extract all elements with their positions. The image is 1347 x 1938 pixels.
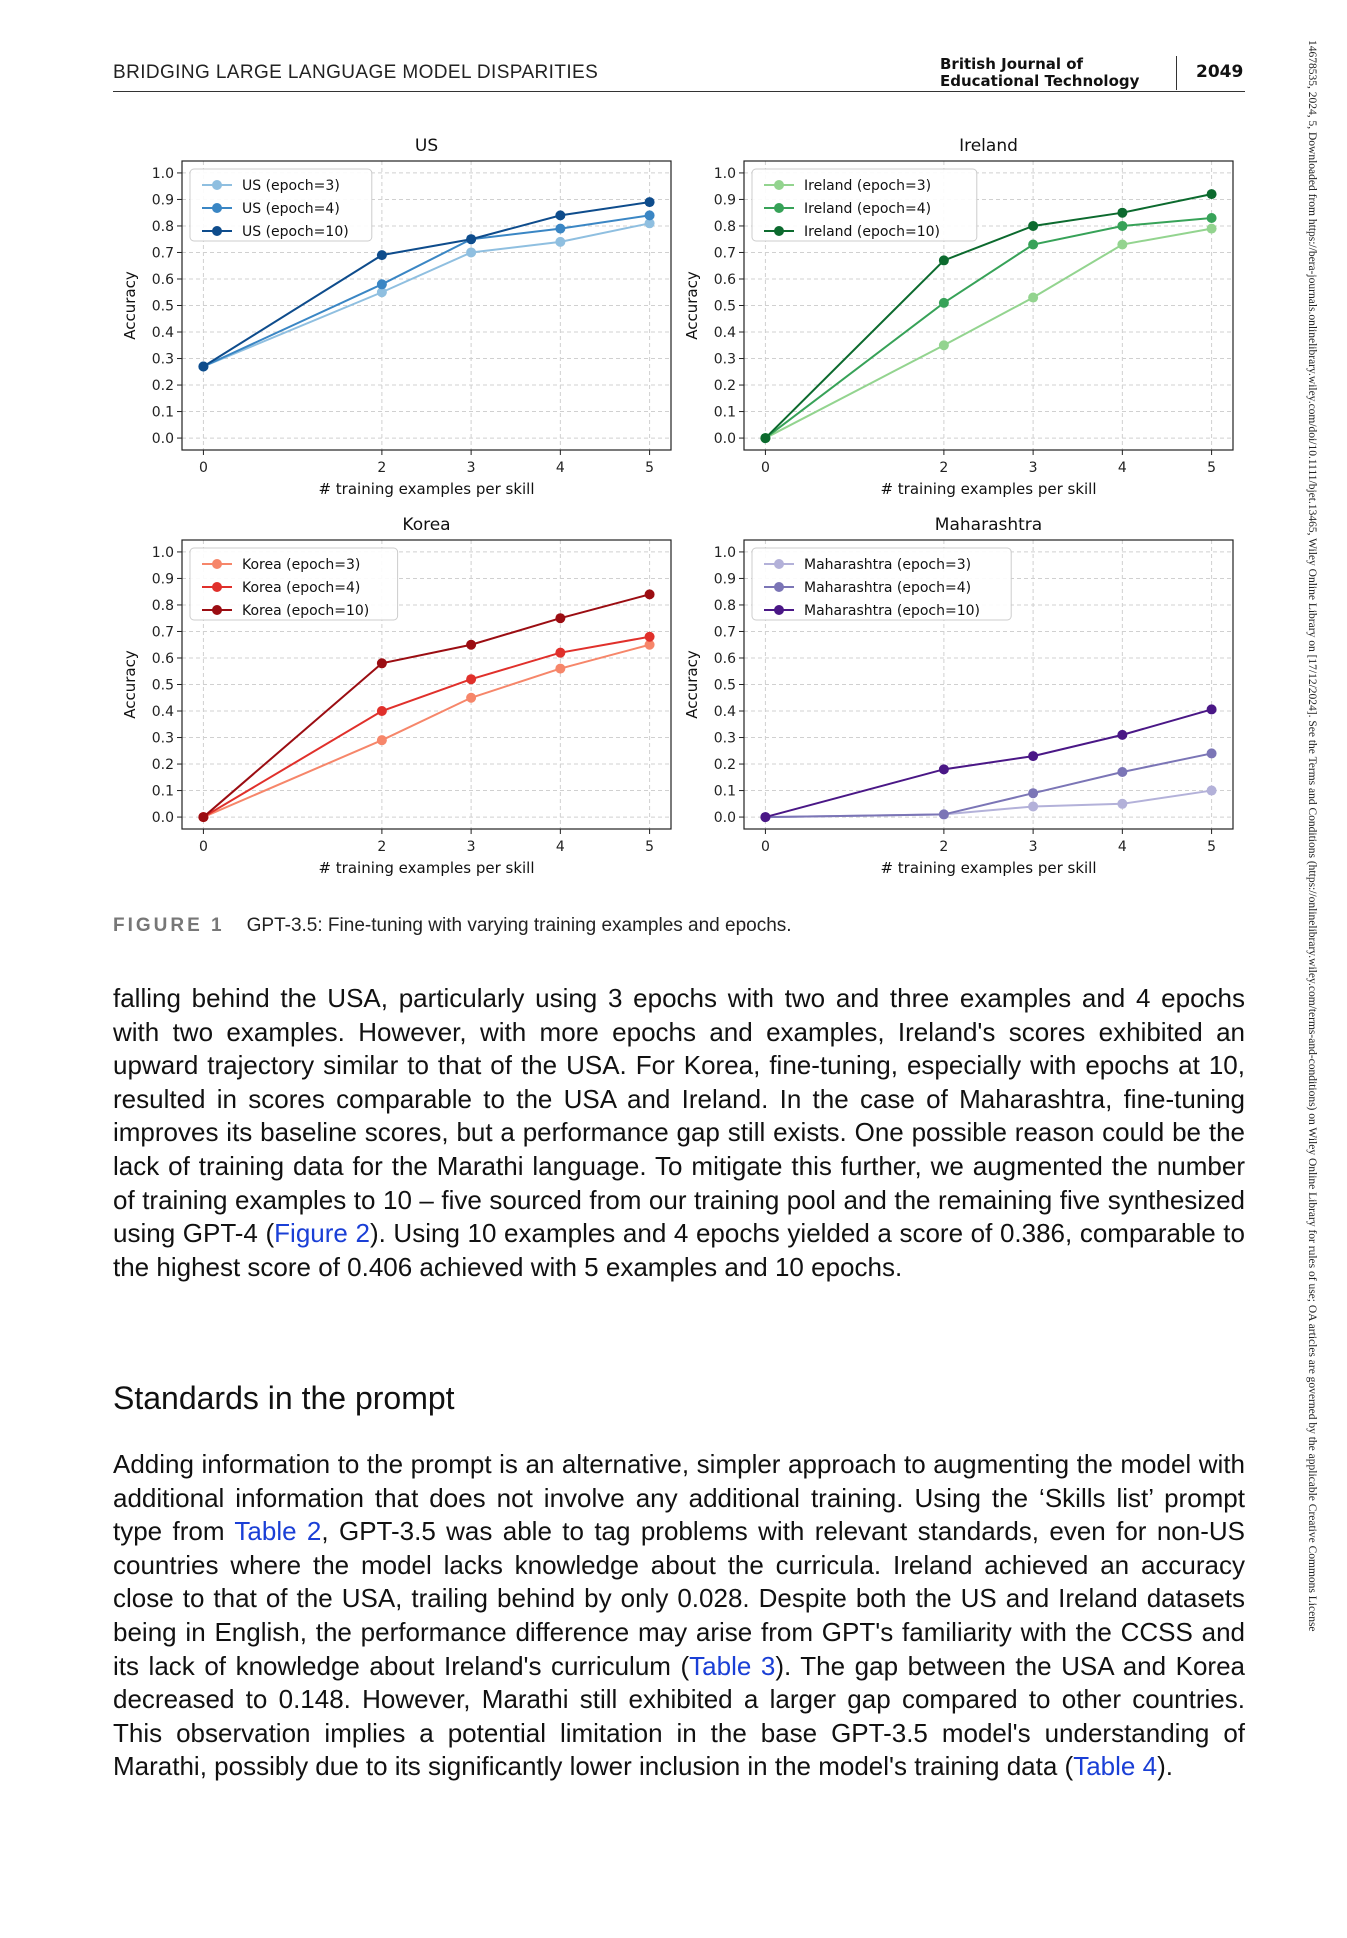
chart-us	[121, 136, 671, 498]
data-point	[377, 658, 387, 668]
chart-maharashtra	[683, 515, 1233, 877]
y-tick-label: 0.6	[151, 271, 174, 288]
legend-swatch-marker	[774, 559, 784, 569]
y-tick-label: 0.7	[713, 245, 736, 262]
y-tick-label: 0.9	[713, 192, 736, 209]
data-point	[1028, 293, 1038, 303]
y-axis-label: Accuracy	[121, 650, 139, 719]
y-tick-label: 0.4	[151, 325, 174, 342]
series-line	[765, 229, 1211, 438]
legend-label: Maharashtra (epoch=3)	[804, 557, 972, 573]
y-tick-label: 0.4	[151, 704, 174, 721]
paragraph-text: ). Using 10 examples and 4 epochs yielded a score of 0.386, comparable to the highest score of 0.406 achieved with 5 examples and 10 epochs.	[113, 1218, 1245, 1282]
y-tick-label: 0.2	[151, 757, 174, 774]
figure-caption-text: GPT-3.5: Fine-tuning with varying training examples and epochs.	[246, 915, 792, 936]
data-point	[555, 664, 565, 674]
data-point	[377, 706, 387, 716]
data-point	[1207, 786, 1217, 796]
y-tick-label: 0.0	[713, 431, 736, 448]
data-point	[645, 632, 655, 642]
y-axis-label: Accuracy	[683, 271, 701, 340]
x-tick-label: 4	[1117, 460, 1127, 476]
y-tick-label: 0.4	[713, 325, 736, 342]
data-point	[1028, 240, 1038, 250]
legend-swatch-marker	[774, 582, 784, 592]
legend-label: Maharashtra (epoch=10)	[804, 603, 980, 619]
data-point	[939, 764, 949, 774]
x-axis-label: # training examples per skill	[318, 480, 535, 498]
x-axis-label: # training examples per skill	[318, 859, 535, 877]
figure-label: FIGURE 1	[113, 915, 225, 936]
x-tick-label: 4	[555, 460, 565, 476]
series-line	[203, 223, 649, 366]
series-line	[203, 645, 649, 817]
data-point	[555, 648, 565, 658]
y-tick-label: 0.1	[151, 404, 174, 421]
legend-swatch-marker	[774, 180, 784, 190]
x-tick-label: 2	[377, 460, 387, 476]
y-tick-label: 0.2	[713, 757, 736, 774]
data-point	[377, 735, 387, 745]
data-point	[466, 640, 476, 650]
legend-swatch-marker	[774, 605, 784, 615]
x-tick-label: 3	[1028, 460, 1038, 476]
y-tick-label: 0.0	[713, 810, 736, 827]
data-point	[466, 247, 476, 257]
x-tick-label: 4	[555, 839, 565, 855]
legend-swatch-marker	[212, 605, 222, 615]
y-tick-label: 0.8	[713, 218, 736, 235]
data-point	[939, 340, 949, 350]
data-point	[555, 224, 565, 234]
cross-reference-link[interactable]: Table 4	[1073, 1751, 1158, 1782]
x-tick-label: 3	[466, 839, 476, 855]
download-side-note: 14678535, 2024, 5, Downloaded from https://bera-journals.onlinelibrary.wiley.com/doi/10.1111/bjet.13465, Wiley Online Library on [17/12/2024]. See the Terms and Conditions (https://onlinelibrary.wiley.com/terms-and-conditions) on Wiley Online Library for rules of use; OA articles are governed by the applicable Creative Commons License	[1306, 40, 1318, 1632]
data-point	[466, 674, 476, 684]
data-point	[1028, 221, 1038, 231]
data-point	[939, 255, 949, 265]
chart-ireland	[683, 136, 1233, 498]
y-tick-label: 1.0	[713, 544, 736, 561]
legend-label: US (epoch=4)	[242, 201, 340, 217]
legend-swatch-marker	[212, 582, 222, 592]
y-tick-label: 0.9	[151, 571, 174, 588]
body-paragraph-1	[113, 982, 1245, 1284]
paragraph-text: , GPT-3.5 was able to tag problems with relevant standards, even for non-US countries where the model lacks knowledge about the curricula. Ireland achieved an accuracy close to that of the USA, trailing behind by only 0.028. Despite both the US and Ireland datasets being in English, the performance difference may arise from GPT's familiarity with the CCSS and its lack of knowledge about Ireland's curriculum (	[113, 1516, 1245, 1681]
x-tick-label: 2	[377, 839, 387, 855]
data-point	[1117, 240, 1127, 250]
x-tick-label: 5	[645, 460, 655, 476]
chart-title: Maharashtra	[934, 515, 1043, 535]
journal-name-line2: Educational Technology	[940, 72, 1140, 90]
y-tick-label: 0.5	[713, 677, 736, 694]
data-point	[939, 809, 949, 819]
legend-swatch-marker	[774, 226, 784, 236]
data-point	[645, 197, 655, 207]
y-tick-label: 0.0	[151, 810, 174, 827]
y-tick-label: 0.1	[151, 783, 174, 800]
data-point	[760, 433, 770, 443]
y-tick-label: 0.0	[151, 431, 174, 448]
data-point	[198, 812, 208, 822]
paragraph-text: Adding information to the prompt is an alternative, simpler approach to augmenting the model with additional information that does not involve any additional training. Using the ‘Skills list’ prompt type from	[113, 1449, 1245, 1547]
x-tick-label: 2	[939, 460, 949, 476]
y-tick-label: 0.1	[713, 404, 736, 421]
y-tick-label: 0.9	[151, 192, 174, 209]
y-tick-label: 0.6	[713, 271, 736, 288]
data-point	[1207, 189, 1217, 199]
data-point	[1028, 751, 1038, 761]
data-point	[555, 210, 565, 220]
x-tick-label: 0	[760, 460, 770, 476]
y-axis-label: Accuracy	[683, 650, 701, 719]
data-point	[1117, 221, 1127, 231]
legend-label: US (epoch=10)	[242, 224, 349, 240]
y-tick-label: 0.6	[713, 650, 736, 667]
legend-label: Ireland (epoch=3)	[804, 178, 932, 194]
data-point	[760, 812, 770, 822]
page-number: 2049	[1196, 62, 1244, 82]
legend-label: US (epoch=3)	[242, 178, 340, 194]
body-paragraph-2	[113, 1448, 1245, 1784]
data-point	[1117, 730, 1127, 740]
chart-title: Ireland	[959, 136, 1018, 156]
legend-label: Ireland (epoch=10)	[804, 224, 940, 240]
legend-label: Ireland (epoch=4)	[804, 201, 932, 217]
section-heading: Standards in the prompt	[113, 1380, 455, 1416]
data-point	[466, 234, 476, 244]
figure-1-charts	[0, 0, 1347, 900]
y-tick-label: 0.3	[713, 730, 736, 747]
series-line	[765, 218, 1211, 438]
legend-swatch-marker	[212, 559, 222, 569]
data-point	[377, 250, 387, 260]
chart-title: Korea	[402, 515, 451, 535]
x-axis-label: # training examples per skill	[880, 859, 1097, 877]
y-tick-label: 0.8	[151, 597, 174, 614]
data-point	[939, 298, 949, 308]
y-tick-label: 0.3	[151, 730, 174, 747]
y-tick-label: 0.2	[713, 378, 736, 395]
x-tick-label: 0	[198, 460, 208, 476]
y-tick-label: 0.3	[151, 351, 174, 368]
x-tick-label: 3	[1028, 839, 1038, 855]
y-tick-label: 0.4	[713, 704, 736, 721]
y-tick-label: 1.0	[151, 165, 174, 182]
y-tick-label: 0.7	[151, 624, 174, 641]
x-tick-label: 0	[198, 839, 208, 855]
journal-name-line1: British Journal of	[940, 55, 1084, 73]
y-tick-label: 1.0	[713, 165, 736, 182]
x-tick-label: 5	[1207, 460, 1217, 476]
legend-label: Maharashtra (epoch=4)	[804, 580, 972, 596]
y-tick-label: 0.5	[713, 298, 736, 315]
legend-label: Korea (epoch=4)	[242, 580, 361, 596]
y-tick-label: 0.5	[151, 677, 174, 694]
y-tick-label: 0.5	[151, 298, 174, 315]
series-line	[203, 637, 649, 817]
x-tick-label: 2	[939, 839, 949, 855]
data-point	[198, 361, 208, 371]
x-tick-label: 0	[760, 839, 770, 855]
legend-swatch-marker	[212, 180, 222, 190]
chart-korea	[121, 515, 671, 877]
running-title: BRIDGING LARGE LANGUAGE MODEL DISPARITIES	[113, 62, 599, 83]
x-tick-label: 4	[1117, 839, 1127, 855]
x-tick-label: 3	[466, 460, 476, 476]
data-point	[377, 279, 387, 289]
y-tick-label: 0.7	[713, 624, 736, 641]
legend-swatch-marker	[774, 203, 784, 213]
data-point	[1117, 767, 1127, 777]
data-point	[1117, 208, 1127, 218]
paragraph-text: ). The gap between the USA and Korea decreased to 0.148. However, Marathi still exhibited a larger gap compared to other countries. This observation implies a potential limitation in the base GPT-3.5 model's understanding of Marathi, possibly due to its significantly lower inclusion in the model's training data (	[113, 1650, 1246, 1782]
legend-label: Korea (epoch=10)	[242, 603, 370, 619]
y-tick-label: 0.2	[151, 378, 174, 395]
data-point	[466, 693, 476, 703]
figure-caption	[113, 915, 792, 937]
paragraph-text: ).	[1157, 1751, 1173, 1782]
data-point	[1028, 801, 1038, 811]
y-tick-label: 0.1	[713, 783, 736, 800]
chart-title: US	[414, 136, 439, 156]
y-tick-label: 0.7	[151, 245, 174, 262]
legend-swatch-marker	[212, 203, 222, 213]
paragraph-text: falling behind the USA, particularly using 3 epochs with two and three examples and 4 epochs with two examples. However, with more epochs and examples, Ireland's scores exhibited an upward trajectory similar to that of the USA. For Korea, fine-tuning, especially with epochs at 10, resulted in scores comparable to the USA and Ireland. In the case of Maharashtra, fine-tuning improves its baseline scores, but a performance gap still exists. One possible reason could be the lack of training data for the Marathi language. To mitigate this further, we augmented the number of training examples to 10 – five sourced from our training pool and the remaining five synthesized using GPT-4 (	[113, 983, 1245, 1249]
y-tick-label: 0.8	[151, 218, 174, 235]
data-point	[1207, 748, 1217, 758]
data-point	[555, 613, 565, 623]
data-point	[1028, 788, 1038, 798]
data-point	[1117, 799, 1127, 809]
x-tick-label: 5	[1207, 839, 1217, 855]
data-point	[1207, 704, 1217, 714]
data-point	[555, 237, 565, 247]
y-tick-label: 0.3	[713, 351, 736, 368]
y-tick-label: 0.6	[151, 650, 174, 667]
data-point	[645, 589, 655, 599]
cross-reference-link[interactable]: Table 2	[234, 1516, 322, 1547]
y-axis-label: Accuracy	[121, 271, 139, 340]
cross-reference-link[interactable]: Figure 2	[274, 1218, 370, 1249]
data-point	[1207, 213, 1217, 223]
y-tick-label: 1.0	[151, 544, 174, 561]
legend-swatch-marker	[212, 226, 222, 236]
x-tick-label: 5	[645, 839, 655, 855]
x-axis-label: # training examples per skill	[880, 480, 1097, 498]
legend-label: Korea (epoch=3)	[242, 557, 361, 573]
series-line	[203, 594, 649, 817]
y-tick-label: 0.9	[713, 571, 736, 588]
data-point	[645, 210, 655, 220]
data-point	[1207, 224, 1217, 234]
cross-reference-link[interactable]: Table 3	[689, 1650, 776, 1681]
y-tick-label: 0.8	[713, 597, 736, 614]
